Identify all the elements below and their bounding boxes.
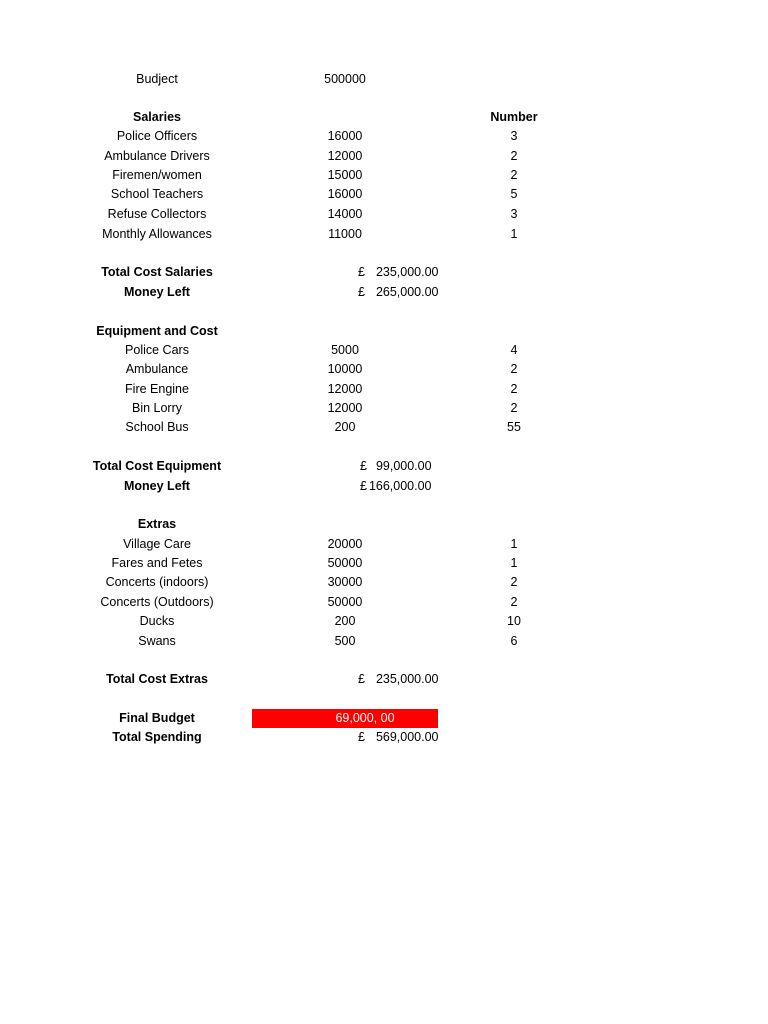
money-left-value: [252, 283, 438, 302]
table-row: [0, 554, 768, 573]
row-value: 12000: [327, 382, 363, 396]
row-value: 20000: [327, 537, 363, 551]
row-number: 2: [510, 575, 518, 589]
budget-label: Budject: [136, 72, 178, 86]
row-value: 200: [334, 614, 356, 628]
row-number: 2: [510, 401, 518, 415]
table-row: [0, 632, 768, 651]
table-row: [0, 147, 768, 166]
row-label: Village Care: [123, 537, 191, 551]
row-value: 14000: [327, 207, 363, 221]
extras-header-row: [0, 515, 768, 534]
row-label: Bin Lorry: [131, 401, 183, 415]
row-number: 55: [507, 420, 521, 434]
row-number: 6: [510, 634, 518, 648]
total-extras-value: [252, 670, 438, 689]
number-header: Number: [490, 110, 538, 124]
currency-symbol: £: [358, 730, 365, 744]
table-row: [0, 225, 768, 244]
row-number: 4: [510, 343, 518, 357]
table-row: [0, 399, 768, 418]
row-label: Monthly Allowances: [102, 227, 212, 241]
table-row: [0, 612, 768, 631]
row-number: 3: [510, 207, 518, 221]
table-row: [0, 593, 768, 612]
table-row: [0, 360, 768, 379]
row-number: 1: [510, 537, 518, 551]
row-label: School Teachers: [110, 187, 204, 201]
salaries-header: Salaries: [133, 110, 181, 124]
table-row: [0, 341, 768, 360]
row-label: Police Officers: [116, 129, 198, 143]
table-row: [0, 127, 768, 146]
money-left-label: Money Left: [124, 479, 190, 493]
row-label: Concerts (indoors): [105, 575, 209, 589]
table-row: [0, 535, 768, 554]
row-number: 2: [510, 595, 518, 609]
row-number: 5: [510, 187, 518, 201]
total-spending-row: [0, 728, 768, 747]
table-row: [0, 418, 768, 437]
currency-symbol: £: [358, 285, 365, 299]
amount: 99,000.00: [375, 459, 432, 473]
total-extras-row: [0, 670, 768, 689]
currency-symbol: £: [360, 479, 367, 493]
total-equipment-label: Total Cost Equipment: [92, 459, 222, 473]
row-value: 200: [334, 420, 356, 434]
row-number: 3: [510, 129, 518, 143]
table-row: [0, 573, 768, 592]
row-label: Fire Engine: [125, 382, 189, 396]
table-row: [0, 166, 768, 185]
row-number: 1: [510, 227, 518, 241]
row-label: Firemen/women: [112, 168, 202, 182]
total-spending-value: [252, 728, 438, 747]
row-value: 500: [334, 634, 356, 648]
row-label: Police Cars: [125, 343, 189, 357]
amount: 235,000.00: [375, 265, 439, 279]
row-value: 10000: [327, 362, 363, 376]
row-value: 12000: [327, 149, 363, 163]
final-budget-value: [252, 709, 438, 728]
row-label: Ambulance Drivers: [104, 149, 210, 163]
extras-header: Extras: [137, 517, 177, 531]
row-number: 1: [510, 556, 518, 570]
budget-value: 500000: [324, 72, 366, 86]
amount: 569,000.00: [375, 730, 439, 744]
currency-symbol: £: [360, 459, 367, 473]
money-left-label: Money Left: [124, 285, 190, 299]
budget-row: [0, 70, 768, 89]
row-value: 16000: [327, 129, 363, 143]
equipment-header-row: [0, 322, 768, 341]
row-value: 12000: [327, 401, 363, 415]
row-number: 2: [510, 362, 518, 376]
table-row: [0, 185, 768, 204]
table-row: [0, 380, 768, 399]
row-value: 5000: [331, 343, 359, 357]
row-number: 2: [510, 149, 518, 163]
row-value: 30000: [327, 575, 363, 589]
row-value: 50000: [327, 595, 363, 609]
total-salaries-row: [0, 263, 768, 282]
row-label: Swans: [138, 634, 176, 648]
total-salaries-label: Total Cost Salaries: [101, 265, 213, 279]
total-spending-label: Total Spending: [112, 730, 202, 744]
salaries-header-row: [0, 108, 768, 127]
row-label: Concerts (Outdoors): [100, 595, 214, 609]
table-row: [0, 205, 768, 224]
row-label: Refuse Collectors: [107, 207, 207, 221]
row-number: 2: [510, 382, 518, 396]
final-budget-label: Final Budget: [119, 711, 195, 725]
total-salaries-value: [252, 263, 438, 282]
final-budget-amount: 69,000, 00: [335, 711, 395, 725]
amount: 235,000.00: [375, 672, 439, 686]
currency-symbol: £: [358, 672, 365, 686]
currency-symbol: £: [358, 265, 365, 279]
total-extras-label: Total Cost Extras: [106, 672, 208, 686]
row-label: Fares and Fetes: [111, 556, 203, 570]
money-left-value: [252, 477, 438, 496]
equipment-header: Equipment and Cost: [96, 324, 218, 338]
row-label: School Bus: [125, 420, 189, 434]
row-value: 50000: [327, 556, 363, 570]
money-left-equipment-row: [0, 477, 768, 496]
row-value: 16000: [327, 187, 363, 201]
amount: 265,000.00: [375, 285, 439, 299]
total-equipment-value: [252, 457, 438, 476]
row-label: Ducks: [139, 614, 175, 628]
total-equipment-row: [0, 457, 768, 476]
amount: 166,000.00: [368, 479, 432, 493]
row-value: 15000: [327, 168, 363, 182]
row-number: 2: [510, 168, 518, 182]
row-value: 11000: [328, 227, 362, 241]
money-left-salaries-row: [0, 283, 768, 302]
row-label: Ambulance: [125, 362, 189, 376]
row-number: 10: [507, 614, 521, 628]
final-budget-row: [0, 709, 768, 728]
